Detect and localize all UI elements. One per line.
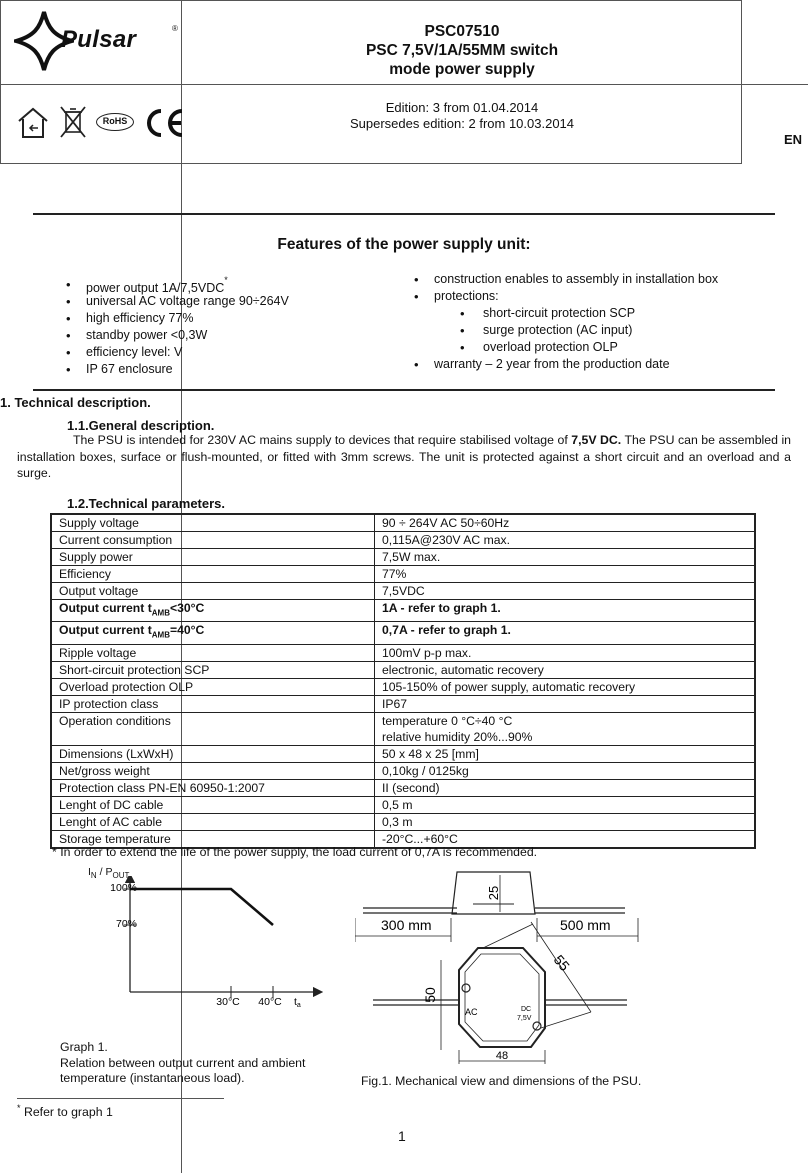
- param-name: Supply voltage: [51, 514, 375, 532]
- recommendation-note: * In order to extend the life of the power supply, the load current of 0,7A is recommended.: [52, 845, 538, 859]
- dc-label: DC: [521, 1006, 532, 1013]
- table-row: [51, 678, 755, 695]
- table-row: [51, 779, 755, 796]
- y-tick-100: 100%: [110, 882, 137, 894]
- param-value: -20°C...+60°C: [375, 830, 756, 848]
- table-row: [51, 514, 755, 532]
- list-item: • efficiency level: V: [60, 344, 289, 361]
- footnote-rule: [17, 1098, 224, 1099]
- x-axis-label: ta: [294, 996, 301, 1009]
- table-row: [51, 796, 755, 813]
- param-name: Overload protection OLP: [51, 678, 375, 695]
- table-row: [51, 644, 755, 661]
- features-rule: [33, 389, 775, 391]
- page-number: 1: [398, 1128, 406, 1144]
- table-row: [51, 583, 755, 600]
- param-name: Lenght of AC cable: [51, 813, 375, 830]
- edition-text: Edition: 3 from 01.04.2014: [385, 100, 539, 115]
- general-description: The PSU is intended for 230V AC mains supply to devices that require stabilised voltage of 7,5V DC. The PSU can be assembled in installation boxes, surface or flush-mounted, or fitted with 3mm screws. The unit is protected against a short circuit and an overload and a surge.: [17, 433, 792, 480]
- features-right-list: [408, 271, 718, 373]
- param-name: Output voltage: [51, 583, 375, 600]
- logo-wordmark: Pulsar: [61, 26, 137, 53]
- param-value: 100mV p-p max.: [375, 644, 756, 661]
- document-header: [0, 0, 802, 164]
- subsection-title: 1.2.Technical parameters.: [67, 496, 226, 511]
- dc-voltage-label: 7,5V: [517, 1015, 532, 1022]
- ce-mark-icon: [142, 106, 186, 140]
- param-name: Protection class PN-EN 60950-1:2007: [51, 779, 375, 796]
- features-left-list: [60, 276, 289, 378]
- list-item: • standby power <0,3W: [60, 327, 289, 344]
- param-value: 1A - refer to graph 1.: [375, 600, 756, 622]
- param-value: 0,5 m: [375, 796, 756, 813]
- weee-bin-icon: [59, 104, 87, 140]
- param-value: 50 x 48 x 25 [mm]: [375, 745, 756, 762]
- param-name: Storage temperature: [51, 830, 375, 848]
- x-tick-40: 40°C: [258, 996, 282, 1008]
- param-value: 0,115A@230V AC max.: [375, 532, 756, 549]
- table-row: [51, 695, 755, 712]
- param-name: Net/gross weight: [51, 762, 375, 779]
- supersedes-text: Supersedes edition: 2 from 10.03.2014: [349, 116, 575, 131]
- table-row: [51, 745, 755, 762]
- subsection-title: 1.1.General description.: [67, 418, 215, 433]
- language-code: EN: [783, 132, 802, 147]
- list-item: • protections:: [408, 288, 718, 305]
- derating-curve: [130, 889, 273, 925]
- dim-width: 48: [495, 1050, 509, 1062]
- rohs-icon: [96, 113, 134, 131]
- dim-height: 25: [486, 885, 501, 901]
- parameters-table: [50, 513, 756, 849]
- param-name: Supply power: [51, 549, 375, 566]
- certification-icons: [16, 104, 186, 148]
- table-row: [51, 566, 755, 583]
- param-name: IP protection class: [51, 695, 375, 712]
- param-value: 0,3 m: [375, 813, 756, 830]
- param-value: 7,5W max.: [375, 549, 756, 566]
- rohs-label: RoHS: [102, 116, 128, 126]
- ac-label: AC: [465, 1007, 478, 1017]
- param-value: IP67: [375, 695, 756, 712]
- table-row: [51, 549, 755, 566]
- dim-side: 50: [422, 987, 438, 1003]
- list-item: • universal AC voltage range 90÷264V: [60, 293, 289, 310]
- table-row: [51, 762, 755, 779]
- table-row: [51, 622, 755, 644]
- list-item: • short-circuit protection SCP: [408, 305, 718, 322]
- param-name: Short-circuit protection SCP: [51, 661, 375, 678]
- mechanical-drawing: [355, 862, 645, 1072]
- product-name-line1: PSC 7,5V/1A/55MM switch: [365, 42, 559, 59]
- param-name: Efficiency: [51, 566, 375, 583]
- param-value: 0,10kg / 0125kg: [375, 762, 756, 779]
- list-item: • high efficiency 77%: [60, 310, 289, 327]
- param-value: 0,7A - refer to graph 1.: [375, 622, 756, 644]
- param-name: Output current $t_{AMB}<30^\circ C$: [51, 600, 375, 622]
- product-name-line2: mode power supply: [389, 61, 535, 78]
- x-tick-30: 30°C: [216, 996, 240, 1008]
- param-name: Output current $t_{AMB}=40^\circ C$: [51, 622, 375, 644]
- param-value: 105-150% of power supply, automatic recovery: [375, 678, 756, 695]
- param-value: II (second): [375, 779, 756, 796]
- param-value: temperature 0 °C÷40 °C relative humidity 20%...90%: [375, 712, 756, 745]
- section-title: 1. Technical description.: [0, 395, 151, 410]
- graph-y-label: $I_N / P_{OUT}$: [88, 866, 130, 881]
- mount-hole: [462, 984, 470, 992]
- table-row: [51, 600, 755, 622]
- dim-diagonal: 55: [550, 951, 573, 974]
- param-name: Dimensions (LxWxH): [51, 745, 375, 762]
- param-value: electronic, automatic recovery: [375, 661, 756, 678]
- param-value: 90 ÷ 264V AC 50÷60Hz: [375, 514, 756, 532]
- param-value: 7,5VDC: [375, 583, 756, 600]
- param-name: Lenght of DC cable: [51, 796, 375, 813]
- table-row: [51, 532, 755, 549]
- footnote: * Refer to graph 1: [17, 1103, 113, 1120]
- list-item: • surge protection (AC input): [408, 322, 718, 339]
- table-row: [51, 661, 755, 678]
- pulsar-logo: [14, 10, 178, 70]
- list-item: • warranty – 2 year from the production date: [408, 356, 718, 373]
- features-heading: Features of the power supply unit:: [277, 236, 531, 253]
- mount-hole: [533, 1022, 541, 1030]
- indoor-use-icon: [16, 106, 50, 140]
- table-row: [51, 712, 755, 745]
- list-item: • overload protection OLP: [408, 339, 718, 356]
- figure-caption: Fig.1. Mechanical view and dimensions of the PSU.: [361, 1074, 642, 1088]
- param-name: Ripple voltage: [51, 644, 375, 661]
- dim-ac-cable: 300 mm: [381, 917, 432, 933]
- list-item: • power output 1A/7,5VDC*: [60, 276, 289, 293]
- header-rule: [33, 213, 775, 215]
- param-name: Current consumption: [51, 532, 375, 549]
- param-value: 77%: [375, 566, 756, 583]
- list-item: • IP 67 enclosure: [60, 361, 289, 378]
- registered-mark: ®: [172, 24, 178, 33]
- dim-dc-cable: 500 mm: [560, 917, 611, 933]
- derating-graph: [80, 876, 330, 1011]
- product-code: PSC07510: [424, 23, 500, 40]
- param-name: Operation conditions: [51, 712, 375, 745]
- table-row: [51, 813, 755, 830]
- list-item: • construction enables to assembly in installation box: [408, 271, 718, 288]
- graph-caption: Graph 1. Relation between output current and ambient temperature (instantaneous load).: [60, 1040, 306, 1085]
- y-tick-70: 70%: [115, 918, 137, 930]
